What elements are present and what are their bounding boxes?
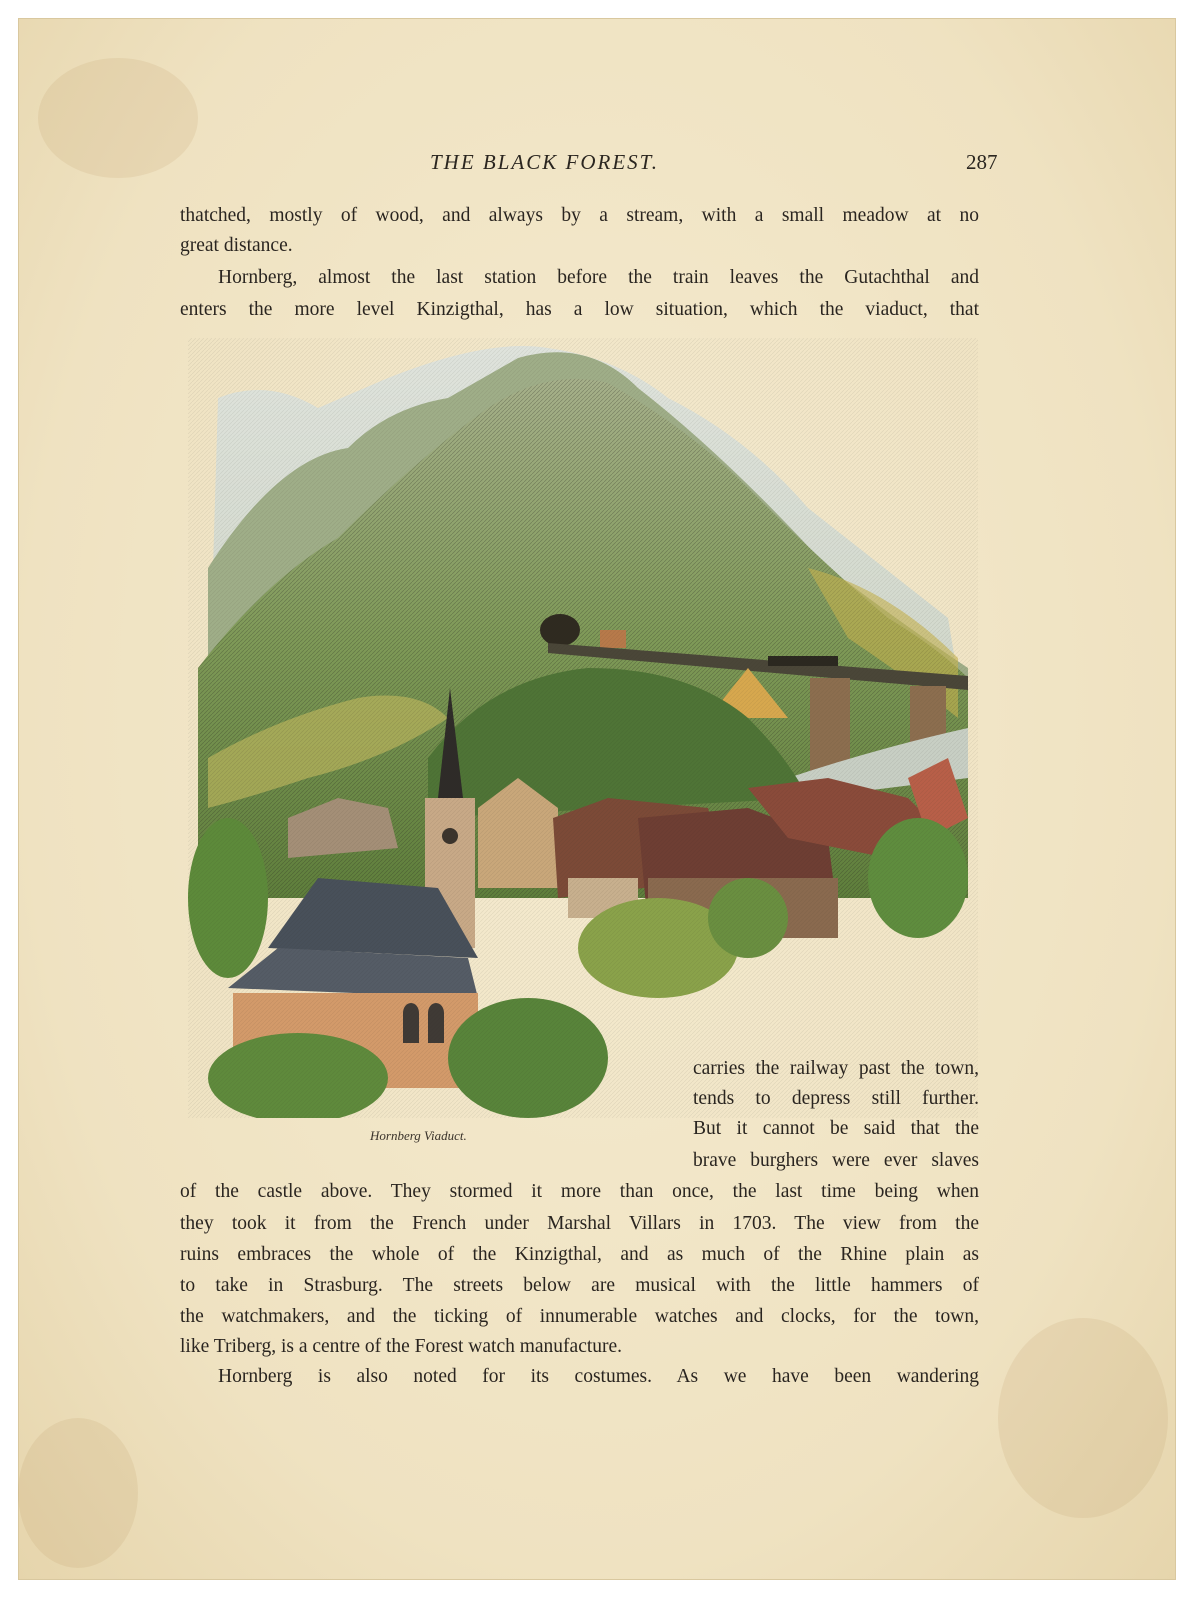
text-line: great distance.: [180, 235, 293, 256]
paper-stain: [18, 1418, 138, 1568]
text-line: Hornberg is also noted for its costumes. As we have been wandering: [218, 1366, 979, 1387]
text-line: like Triberg, is a centre of the Forest watch manufacture.: [180, 1336, 623, 1357]
text-line: Hornberg, almost the last station before the train leaves the Gutachthal and: [218, 267, 979, 288]
hornberg-viaduct-illustration: [188, 338, 978, 1118]
text-line: of the castle above. They stormed it more than once, the last time being when: [180, 1181, 979, 1202]
engraving-texture: [188, 338, 978, 1118]
text-line: enters the more level Kinzigthal, has a low situation, which the viaduct, that: [180, 299, 979, 320]
running-head: THE BLACK FOREST.: [430, 150, 660, 174]
text-line: But it cannot be said that the: [693, 1118, 979, 1139]
text-line: thatched, mostly of wood, and always by a stream, with a small meadow at no: [180, 205, 979, 226]
text-line: ruins embraces the whole of the Kinzigthal, and as much of the Rhine plain as: [180, 1244, 979, 1265]
text-line: the watchmakers, and the ticking of innumerable watches and clocks, for the town,: [180, 1306, 979, 1327]
paper-stain: [998, 1318, 1168, 1518]
text-line: tends to depress still further.: [693, 1088, 979, 1109]
paper-stain: [38, 58, 198, 178]
text-line: to take in Strasburg. The streets below are musical with the little hammers of: [180, 1275, 979, 1296]
text-line: brave burghers were ever slaves: [693, 1150, 979, 1171]
figure-caption: Hornberg Viaduct.: [370, 1128, 467, 1143]
text-line: they took it from the French under Marshal Villars in 1703. The view from the: [180, 1213, 979, 1234]
text-line: carries the railway past the town,: [693, 1058, 979, 1079]
page-number: 287: [966, 150, 998, 174]
